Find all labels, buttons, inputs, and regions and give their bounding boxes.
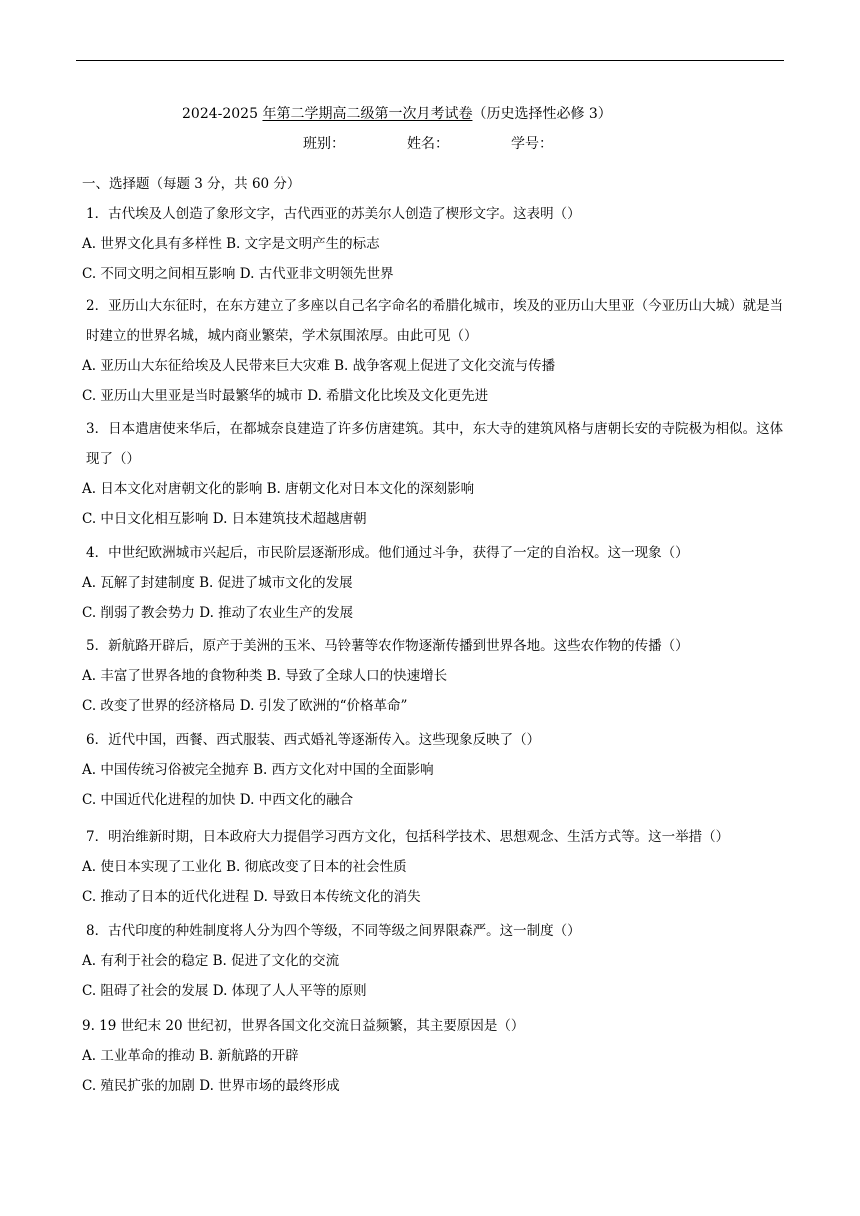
question-6 [82, 725, 794, 815]
options-line-1: A. 工业革命的推动 B. 新航路的开辟 [82, 1048, 299, 1064]
question-1 [82, 199, 794, 289]
question-stem: 6．近代中国，西餐、西式服装、西式婚礼等逐渐传入。这些现象反映了（） [86, 732, 541, 748]
name-blank [449, 134, 511, 154]
question-stem: 3．日本遣唐使来华后，在都城奈良建造了许多仿唐建筑。其中，东大寺的建筑风格与唐朝长安的寺院极为相似。这体现了（） [86, 421, 784, 467]
question-7 [82, 822, 794, 912]
question-9 [82, 1011, 794, 1101]
class-blank [345, 134, 407, 154]
header-rule [76, 60, 784, 61]
options-line-2: C. 中国近代化进程的加快 D. 中西文化的融合 [82, 792, 354, 808]
exam-title [182, 104, 612, 124]
options-line-2: C. 不同文明之间相互影响 D. 古代亚非文明领先世界 [82, 266, 394, 282]
options-line-2: C. 殖民扩张的加剧 D. 世界市场的最终形成 [82, 1078, 340, 1094]
question-3 [82, 414, 794, 534]
options-line-1: A. 亚历山大东征给埃及人民带来巨大灾难 B. 战争客观上促进了文化交流与传播 [82, 358, 556, 374]
options-line-1: A. 有利于社会的稳定 B. 促进了文化的交流 [82, 953, 340, 969]
question-stem: 8．古代印度的种姓制度将人分为四个等级，不同等级之间界限森严。这一制度（） [86, 923, 581, 939]
title-year: 2024-2025 [182, 106, 263, 122]
number-blank [553, 134, 571, 154]
number-label: 学号： [511, 136, 553, 152]
class-label: 班别： [303, 136, 345, 152]
question-8 [82, 916, 794, 1006]
question-stem: 9. 19 世纪末 20 世纪初，世界各国文化交流日益频繁，其主要原因是（） [82, 1018, 525, 1034]
options-line-2: C. 改变了世界的经济格局 D. 引发了欧洲的“价格革命” [82, 698, 408, 714]
question-stem: 7．明治维新时期，日本政府大力提倡学习西方文化，包括科学技术、思想观念、生活方式等。这一举措（） [86, 829, 730, 845]
name-label: 姓名： [407, 136, 449, 152]
section-heading: 一、选择题（每题 3 分，共 60 分） [82, 176, 301, 192]
question-5 [82, 631, 794, 721]
question-stem: 5．新航路开辟后，原产于美洲的玉米、马铃薯等农作物逐渐传播到世界各地。这些农作物的传播（） [86, 638, 689, 654]
question-stem: 2．亚历山大东征时，在东方建立了多座以自己名字命名的希腊化城市，埃及的亚历山大里亚（今亚历山大城）就是当时建立的世界名城，城内商业繁荣，学术氛围浓厚。由此可见（） [86, 298, 784, 344]
options-line-2: C. 阻碍了社会的发展 D. 体现了人人平等的原则 [82, 983, 367, 999]
options-line-2: C. 推动了日本的近代化进程 D. 导致日本传统文化的消失 [82, 889, 421, 905]
question-stem: 1．古代埃及人创造了象形文字，古代西亚的苏美尔人创造了楔形文字。这表明（） [86, 206, 581, 222]
options-line-2: C. 亚历山大里亚是当时最繁华的城市 D. 希腊文化比埃及文化更先进 [82, 388, 489, 404]
options-line-1: A. 中国传统习俗被完全抛弃 B. 西方文化对中国的全面影响 [82, 762, 434, 778]
options-line-1: A. 日本文化对唐朝文化的影响 B. 唐朝文化对日本文化的深刻影响 [82, 481, 475, 497]
question-4 [82, 538, 794, 628]
options-line-1: A. 使日本实现了工业化 B. 彻底改变了日本的社会性质 [82, 859, 407, 875]
options-line-2: C. 削弱了教会势力 D. 推动了农业生产的发展 [82, 605, 354, 621]
title-tail: （历史选择性必修 3） [472, 106, 612, 122]
options-line-1: A. 丰富了世界各地的食物种类 B. 导致了全球人口的快速增长 [82, 668, 448, 684]
options-line-1: A. 瓦解了封建制度 B. 促进了城市文化的发展 [82, 575, 353, 591]
options-line-2: C. 中日文化相互影响 D. 日本建筑技术超越唐朝 [82, 511, 367, 527]
title-underlined: 年第二学期高二级第一次月考试卷 [262, 106, 473, 122]
question-2 [82, 291, 794, 411]
question-stem: 4．中世纪欧洲城市兴起后，市民阶层逐渐形成。他们通过斗争，获得了一定的自治权。这一现象（） [86, 545, 689, 561]
options-line-1: A. 世界文化具有多样性 B. 文字是文明产生的标志 [82, 236, 380, 252]
student-info-line [303, 134, 571, 154]
